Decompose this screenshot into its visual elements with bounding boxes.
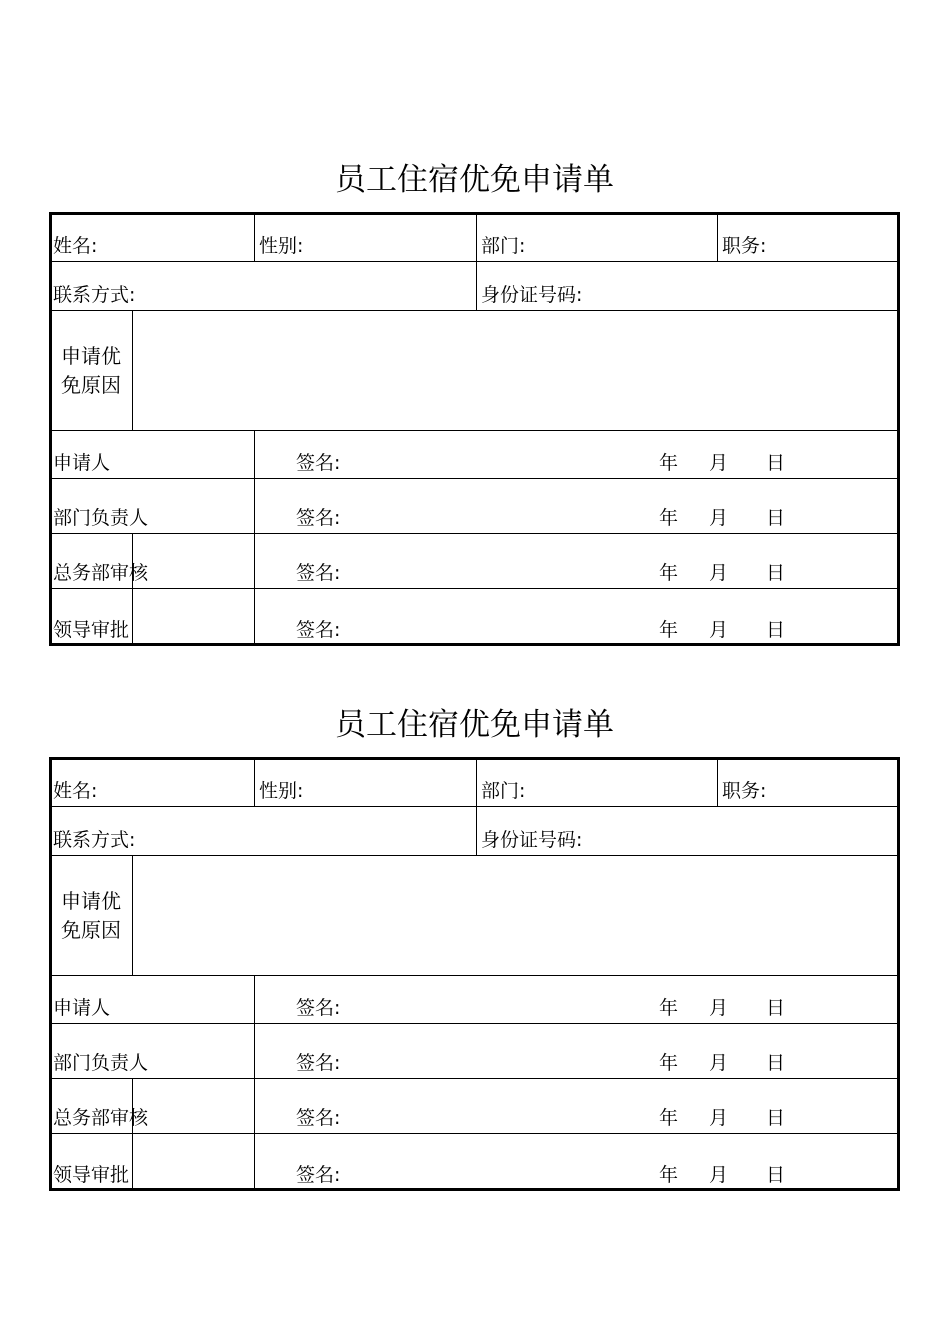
year-label: 年 [659,452,679,474]
id-number-label: 身份证号码: [481,284,583,306]
department-label: 部门: [481,235,526,257]
year-label: 年 [659,997,679,1019]
approval-role: 总务部审核 [53,562,149,584]
gender-label: 性别: [259,235,304,257]
month-label: 月 [709,1052,729,1074]
row-divider [49,1023,900,1024]
row-divider [49,310,900,311]
sign-label: 签名: [296,997,341,1019]
month-label: 月 [709,562,729,584]
department-label: 部门: [481,780,526,802]
id-number-label: 身份证号码: [481,829,583,851]
approval-role: 申请人 [53,452,111,474]
day-label: 日 [766,1164,786,1186]
col-divider [132,310,133,430]
sign-label: 签名: [296,1052,341,1074]
col-divider [717,757,718,806]
col-divider [132,1078,133,1191]
month-label: 月 [709,1164,729,1186]
row-divider [49,478,900,479]
col-divider [254,430,255,646]
name-label: 姓名: [53,780,98,802]
month-label: 月 [709,619,729,641]
gender-label: 性别: [259,780,304,802]
sign-label: 签名: [296,1164,341,1186]
row-divider [49,1133,900,1134]
name-label: 姓名: [53,235,98,257]
approval-role: 部门负责人 [53,1052,149,1074]
sign-label: 签名: [296,507,341,529]
row-divider [49,855,900,856]
row-divider [49,430,900,431]
form-table [49,757,900,1191]
day-label: 日 [766,452,786,474]
approval-role: 领导审批 [53,1164,130,1186]
year-label: 年 [659,1164,679,1186]
reason-label: 申请优免原因 [61,889,121,942]
month-label: 月 [709,1107,729,1129]
contact-label: 联系方式: [53,284,136,306]
row-divider [49,588,900,589]
row-divider [49,975,900,976]
row-divider [49,1078,900,1079]
position-label: 职务: [722,235,767,257]
sign-label: 签名: [296,562,341,584]
approval-role: 领导审批 [53,619,130,641]
approval-role: 申请人 [53,997,111,1019]
day-label: 日 [766,1052,786,1074]
row-divider [49,806,900,807]
year-label: 年 [659,619,679,641]
year-label: 年 [659,1052,679,1074]
month-label: 月 [709,997,729,1019]
col-divider [254,975,255,1191]
col-divider [476,212,477,310]
day-label: 日 [766,562,786,584]
month-label: 月 [709,507,729,529]
day-label: 日 [766,997,786,1019]
sign-label: 签名: [296,619,341,641]
form-table [49,212,900,646]
contact-label: 联系方式: [53,829,136,851]
position-label: 职务: [722,780,767,802]
col-divider [717,212,718,261]
row-divider [49,533,900,534]
col-divider [254,212,255,261]
col-divider [132,533,133,646]
day-label: 日 [766,1107,786,1129]
approval-role: 总务部审核 [53,1107,149,1129]
year-label: 年 [659,1107,679,1129]
col-divider [476,757,477,855]
col-divider [132,855,133,975]
col-divider [254,757,255,806]
year-label: 年 [659,562,679,584]
form-title: 员工住宿优免申请单 [335,707,614,743]
sign-label: 签名: [296,452,341,474]
reason-label: 申请优免原因 [61,344,121,397]
year-label: 年 [659,507,679,529]
form-title: 员工住宿优免申请单 [335,162,614,198]
day-label: 日 [766,619,786,641]
day-label: 日 [766,507,786,529]
month-label: 月 [709,452,729,474]
approval-role: 部门负责人 [53,507,149,529]
row-divider [49,261,900,262]
sign-label: 签名: [296,1107,341,1129]
